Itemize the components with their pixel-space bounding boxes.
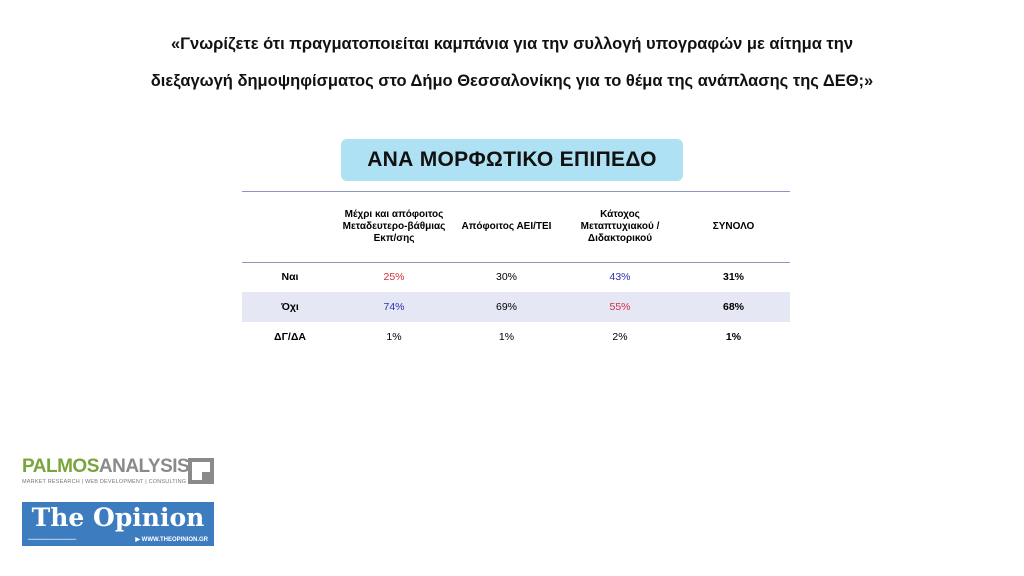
cell-value: 30%: [495, 271, 517, 284]
table-row-yes: [242, 262, 790, 292]
table-row-dk-na: [242, 322, 790, 352]
cell-value: 1%: [386, 331, 402, 343]
cell-total: 68%: [677, 292, 790, 322]
palmos-logo-text-2: ANALYSIS: [98, 456, 190, 477]
opinion-logo-title: The Opinion: [31, 503, 205, 532]
header-postgraduate: Κάτοχος Μεταπτυχιακού / Διδακτορικού: [563, 192, 677, 262]
row-label: Όχι: [242, 292, 338, 322]
cell-value: 74%: [338, 292, 450, 322]
header-university-graduate: Απόφοιτος ΑΕΙ/ΤΕΙ: [450, 192, 563, 262]
row-label: ΔΓ/ΔΑ: [274, 331, 306, 343]
header-empty: [242, 192, 338, 262]
results-table-container: [242, 191, 790, 352]
results-table: [242, 192, 790, 352]
table-row-no: [242, 292, 790, 322]
cell-value: 1%: [498, 331, 515, 343]
header-total: ΣΥΝΟΛΟ: [677, 192, 790, 262]
section-title: ΑΝΑ ΜΟΡΦΩΤΙΚΟ ΕΠΙΠΕΔΟ: [341, 139, 683, 181]
palmos-analysis-logo: [22, 457, 214, 489]
table-header-row: [242, 192, 790, 262]
row-label: Ναι: [281, 271, 299, 284]
header-secondary-education: Μέχρι και απόφοιτος Μεταδευτερο-βάθμιας Εκπ/σης: [338, 192, 450, 262]
cell-value: 55%: [563, 292, 677, 322]
palmos-logo-text-1: PALMOS: [22, 456, 99, 477]
palmos-square-icon: [188, 458, 214, 486]
cell-total: 1%: [725, 331, 742, 343]
question-line-1: «Γνωρίζετε ότι πραγματοποιείται καμπάνια για την συλλογή υπογραφών με αίτημα την: [170, 35, 854, 53]
cell-value: 69%: [450, 292, 563, 322]
opinion-logo-url: ▶ WWW.THEOPINION.GR: [135, 537, 208, 543]
cell-total: 31%: [722, 271, 744, 284]
palmos-tagline: MARKET RESEARCH | WEB DEVELOPMENT | CONSULTING: [22, 479, 187, 485]
cell-value: 43%: [609, 271, 631, 284]
the-opinion-logo: [22, 502, 214, 546]
question-line-2: διεξαγωγή δημοψηφίσματος στο Δήμο Θεσσαλονίκης για το θέμα της ανάπλασης της ΔΕΘ;»: [150, 72, 874, 90]
opinion-logo-stripe: ━━━━━━━━━━━━━━━━: [28, 537, 77, 543]
cell-value: 25%: [383, 271, 405, 284]
survey-question: [60, 26, 964, 100]
cell-value: 2%: [612, 331, 628, 343]
